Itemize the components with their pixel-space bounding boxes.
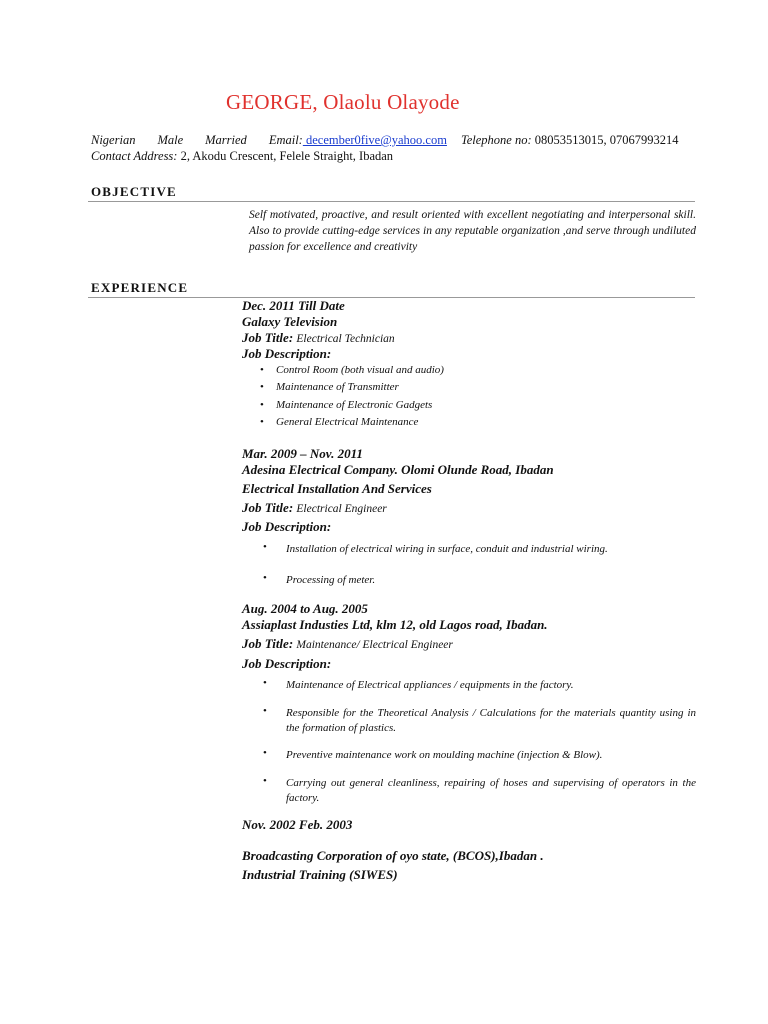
phone-label: Telephone no: [460,133,532,147]
bullet-icon: • [263,541,267,553]
job3-title-line [242,636,453,652]
bullet-icon: • [263,705,267,717]
list-item: Preventive maintenance work on moulding machine (injection & Blow). [286,749,603,761]
address: 2, Akodu Crescent, Felele Straight, Ibadan [180,149,394,163]
bullet-icon: • [263,747,267,759]
job1-company: Galaxy Television [242,314,338,329]
list-item: • Maintenance of Transmitter [260,381,399,393]
job-title-label: Job Title: [242,636,294,651]
bullet-icon: • [263,775,267,787]
job2-period: Mar. 2009 – Nov. 2011 [242,446,363,461]
list-item: Responsible for the Theoretical Analysis / Calculations for the materials quantity using in the formation of plastics. [286,707,696,734]
gender: Male [157,133,184,147]
bullet-icon: • [263,677,267,689]
marital-status: Married [205,133,247,147]
list-item: • Maintenance of Electronic Gadgets [260,399,433,411]
objective-text: Self motivated, proactive, and result oriented with excellent negotiating and interpersonal skill. Also to provide cutting-edge services in any reputable organization ,and serve through undiluted passion for excellence and creativity [249,209,696,253]
job2-title-line [242,500,387,516]
job2-desc-label: Job Description: [242,519,332,534]
bullet-icon: • [260,399,264,411]
phone-numbers: 08053513015, 07067993214 [534,133,679,147]
bullet-icon: • [263,572,267,584]
job2-company: Adesina Electrical Company. Olomi Olunde Road, Ibadan [242,462,554,477]
job3-period: Aug. 2004 to Aug. 2005 [242,601,368,616]
objective-heading: OBJECTIVE [91,184,177,199]
bullet-icon: • [260,364,264,376]
job1-desc-label: Job Description: [242,346,332,361]
job2-title: Electrical Engineer [296,503,387,515]
list-item: Carrying out general cleanliness, repairing of hoses and supervising of operators in the factory. [286,777,696,804]
job4-program: Industrial Training (SIWES) [242,867,398,882]
job2-division: Electrical Installation And Services [242,481,432,496]
bullet-icon: • [260,381,264,393]
bullet-icon: • [260,416,264,428]
email-label: Email: [268,133,303,147]
job4-company: Broadcasting Corporation of oyo state, (BCOS),Ibadan . [242,848,544,863]
address-label: Contact Address: [91,149,178,163]
list-item: • General Electrical Maintenance [260,416,419,428]
list-item: • Control Room (both visual and audio) [260,364,444,376]
list-item: Processing of meter. [286,574,376,586]
candidate-name: GEORGE, Olaolu Olayode [226,90,460,114]
list-item: Installation of electrical wiring in surface, conduit and industrial wiring. [286,543,608,555]
address-line [91,149,393,164]
job4-period: Nov. 2002 Feb. 2003 [242,817,353,832]
personal-info-line [91,133,679,148]
experience-divider [88,297,695,298]
job3-company: Assiaplast Industies Ltd, klm 12, old Lagos road, Ibadan. [242,617,548,632]
objective-divider [88,201,695,202]
job3-title: Maintenance/ Electrical Engineer [296,639,453,651]
experience-heading: EXPERIENCE [91,280,189,295]
nationality: Nigerian [91,133,136,147]
job1-title: Electrical Technician [296,333,395,345]
job1-title-line [242,330,395,346]
email-link[interactable]: december0five@yahoo.com [302,133,447,147]
job3-desc-label: Job Description: [242,656,332,671]
list-item: Maintenance of Electrical appliances / equipments in the factory. [286,679,574,691]
job-title-label: Job Title: [242,500,294,515]
job1-period: Dec. 2011 Till Date [242,298,345,313]
job-title-label: Job Title: [242,330,294,345]
